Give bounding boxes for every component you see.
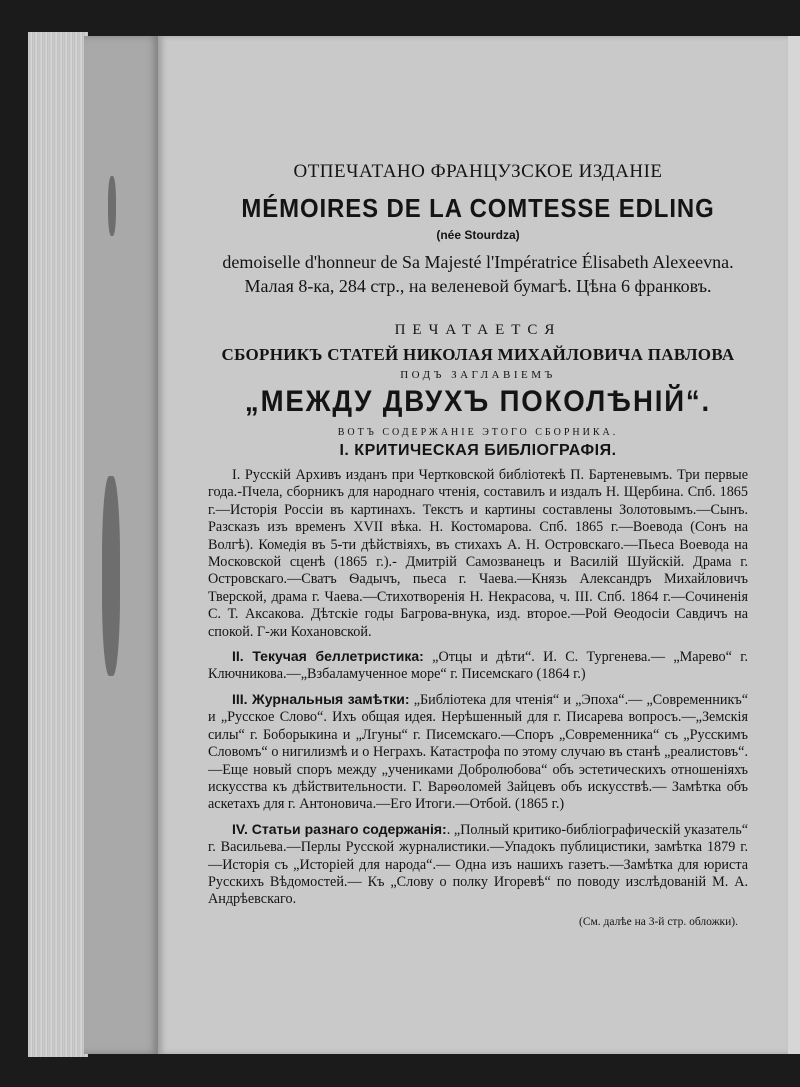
nee-subtitle: (née Stourdza) (436, 228, 520, 242)
book-title: „МЕЖДУ ДВУХЪ ПОКОЛѢНІЙ“. (244, 385, 712, 418)
memoires-title: MÉMOIRES DE LA COMTESSE EDLING (241, 193, 715, 223)
section-paragraph (208, 466, 748, 641)
paper-stain (102, 476, 120, 676)
contents-caption: ВОТЪ СОДЕРЖАНІЕ ЭТОГО СБОРНИКА. (337, 427, 619, 438)
under-title-caption: ПОДЪ ЗАГЛАВІЕМЪ (400, 369, 556, 381)
left-page-margin (84, 36, 160, 1054)
section-paragraph (208, 648, 748, 684)
section-text: „Библіотека для чтенія“ и „Эпоха“.— „Современникъ“ и „Русское Слово“. Ихъ общая идея. Нерѣшенный для г. Писарева вопросъ.—„Земскія силы“ г. Боборыкина и „Лгуны“ г. Писемскаго.—Споръ „Современника“ съ „Русскимъ Словомъ“ о нигилизмѣ и о Неграхъ. Катастрофа по этому случаю въ станѣ „реалистовъ“.—Еще новый споръ между „учениками Добролюбова“ объ эстетическихъ отношеніяхъ искусства къ дѣйствительности. Г. Варѳоломей Зайцевъ объ искусствѣ.— Замѣтка объ аскетахъ для г. Антоновича.—Его Итоги.—Отбой. (1865 г.) (208, 691, 748, 813)
next-page-edge (788, 36, 800, 1054)
section-head: III. Журнальныя замѣтки: (232, 690, 410, 707)
collection-heading: СБОРНИКЪ СТАТЕЙ НИКОЛАЯ МИХАЙЛОВИЧА ПАВЛОВА (221, 345, 735, 364)
section-text: „Отцы и дѣти“. И. С. Тургенева.— „Марево“ г. Ключникова.—„Взбаламученное море“ г. Писемскаго (1864 г.) (208, 649, 748, 683)
printing-heading: ПЕЧАТАЕТСЯ (394, 322, 562, 338)
section-text: I. Русскій Архивъ изданъ при Чертковской библіотекѣ П. Бартеневымъ. Три первые года.-Пчела, сборникъ для народнаго чтенія, составилъ и издалъ Н. Щербина. Спб. 1865 г.—Исторія Россіи въ картинахъ. Текстъ и картины составлены Золотовымъ.—Сынъ. Разсказъ изъ временъ XVII вѣка. Н. Костомарова. Спб. 1865 г.—Воевода (Сонъ на Волгѣ). Комедія въ 5-ти дѣйствіяхъ, въ стихахъ А. Н. Островскаго.—Пьеса Воевода на Московской сценѣ (1865 г.).- Дмитрій Самозванецъ и Василій Шуйскій. Драма г. Островскаго.—Сватъ Ѳадычъ, пьеса г. Чаева.—Князь Александръ Михайловичъ Тверской, драма г. Чаева.—Стихотворенія Н. Некрасова, ч. III. Спб. 1864 г.—Сочиненія С. Т. Аксакова. Дѣтскіе годы Багрова-внука, изд. второе.—Рой Ѳеодосіи Савдичъ на спокой. Г-жи Кохановской. (208, 467, 748, 640)
paper-stain (108, 176, 116, 236)
book-page-edges (28, 32, 88, 1057)
section-heading: I. КРИТИЧЕСКАЯ БИБЛІОГРАФІЯ. (339, 442, 617, 459)
section-head: IV. Статьи разнаго содержанія: (232, 820, 447, 837)
printed-notice-heading: ОТПЕЧАТАНО ФРАНЦУЗСКОЕ ИЗДАНІЕ (293, 161, 663, 182)
section-paragraph (208, 691, 748, 814)
section-head: II. Текучая беллетристика: (232, 648, 424, 665)
continuation-note: (См. далѣе на 3-й стр. обложки). (579, 915, 738, 928)
page-content (208, 161, 748, 928)
edition-description: demoiselle d'honneur de Sa Majesté l'Impératrice Élisabeth Alexeevna. Малая 8-ка, 284 стр., на веленевой бумагѣ. Цѣна 6 франковъ. (222, 252, 734, 296)
document-page (158, 36, 788, 1054)
section-paragraph (208, 821, 748, 909)
section-text: . „Полный критико-библіографическій указатель“ г. Васильева.—Перлы Русской журналистики.—Упадокъ публицистики, замѣтка 1879 г.—Исторія съ „Исторіей для народа“.— Одна изъ нашихъ газетъ.—Замѣтка для юриста Русскихъ Вѣдомостей.— Къ „Слову о полку Игоревѣ“ по поводу изслѣдованій М. А. Андрѣевскаго. (208, 821, 748, 908)
